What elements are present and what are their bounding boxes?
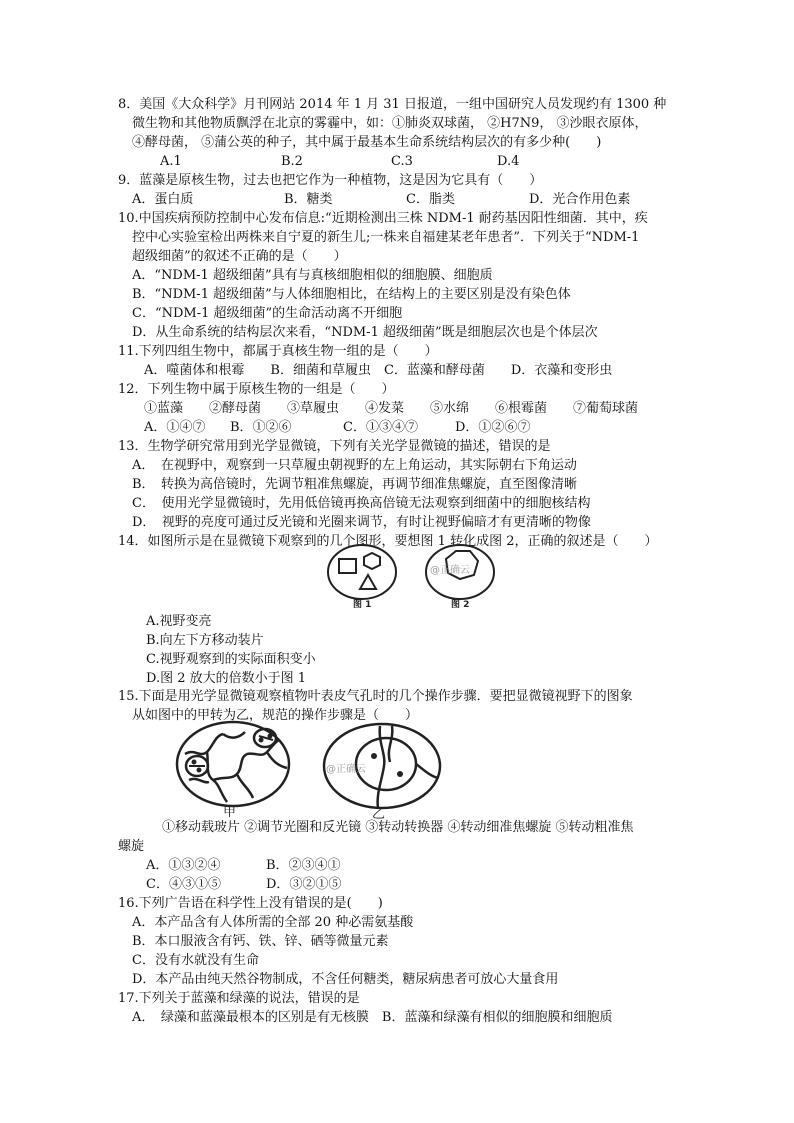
q16-option-d: D．本产品由纯天然谷物制成，不含任何糖类，糖尿病患者可放心大量食用 — [132, 972, 559, 987]
q10-option-c: C．“NDM-1 超级细菌”的生命活动离不开细胞 — [132, 306, 403, 321]
q14-option-d: D.图 2 放大的倍数小于图 1 — [146, 671, 307, 686]
q15-option-a: A．①③②④ — [146, 858, 221, 873]
q11-stem: 11.下列四组生物中，都属于真核生物一组的是（ ） — [118, 344, 438, 359]
triangle-shape — [360, 575, 376, 589]
stoma-shape-left — [186, 756, 208, 776]
q16-option-c: C．没有水就没有生命 — [132, 953, 259, 968]
q13-option-d: D． 视野的亮度可通过反光镜和光圈来调节，有时让视野偏暗才有更清晰的物像 — [132, 515, 591, 530]
yi-label: 乙 — [372, 807, 386, 822]
q15-option-c: C．④③①⑤ — [146, 877, 221, 892]
stoma-shape-right — [254, 729, 276, 747]
q9-option-d: D．光合作用色素 — [529, 192, 631, 207]
q16-stem: 16.下列广告语在科学性上没有错误的是( ) — [118, 896, 383, 911]
watermark-text: @正确云 — [326, 764, 366, 775]
q8-option-c: C.3 — [391, 154, 413, 169]
q12-stem: 12．下列生物中属于原核生物的一组是（ ） — [118, 382, 395, 397]
q12-option-b: B．①②⑥ — [230, 420, 292, 435]
q10-option-a: A．“NDM-1 超级细菌”具有与真核细胞相似的细胞膜、细胞质 — [132, 268, 493, 283]
q9-option-c: C．脂类 — [406, 192, 455, 207]
q8-stem-line3: ④酵母菌， ⑤蒲公英的种子，其中属于最基本生命系统结构层次的有多少种( ) — [132, 135, 602, 150]
q13-option-b: B． 转换为高倍镜时，先调节粗准焦螺旋，再调节细准焦螺旋，直至图像清晰 — [132, 477, 578, 492]
q11-options: A．噬菌体和根霉 B．细菌和草履虫 C．蓝藻和酵母菌 D．衣藻和变形虫 — [144, 363, 613, 378]
watermark-text: @正确云 — [430, 565, 470, 576]
q14-option-a: A.视野变亮 — [146, 614, 212, 629]
q9-option-a: A．蛋白质 — [132, 192, 194, 207]
q14-option-b: B.向左下方移动装片 — [146, 633, 264, 648]
figure-1-label: 图 1 — [353, 600, 372, 609]
q14-option-c: C.视野观察到的实际面积变小 — [146, 652, 316, 667]
q16-option-a: A．本产品含有人体所需的全部 20 种必需氨基酸 — [132, 915, 414, 930]
q15-stem-line2: 从如图中的甲转为乙，规范的操作步骤是（ ） — [132, 708, 419, 723]
q10-stem-line2: 控中心实验室检出两株来自宁夏的新生儿;一株来自福建某老年患者”．下列关于“NDM-1 — [132, 230, 640, 245]
q15-figure-jia — [175, 718, 295, 818]
q15-steps-line1: ①移动载玻片 ②调节光圈和反光镜 ③转动转换器 ④转动细准焦螺旋 ⑤转动粗准焦 — [162, 820, 634, 835]
jia-label: 甲 — [223, 805, 237, 818]
q15-steps-line2: 螺旋 — [118, 839, 145, 854]
q10-option-d: D．从生命系统的结构层次来看，“NDM-1 超级细菌”既是细胞层次也是个体层次 — [132, 325, 598, 340]
q8-option-d: D.4 — [497, 154, 520, 169]
q13-option-a: A． 在视野中，观察到一只草履虫朝视野的左上角运动，其实际朝右下角运动 — [132, 458, 577, 473]
q16-option-b: B．本口服液含有钙、铁、锌、硒等微量元素 — [132, 934, 389, 949]
q10-stem-line3: 超级细菌”的叙述不正确的是（ ） — [132, 249, 347, 264]
q8-option-b: B.2 — [281, 154, 303, 169]
q14-figure-2 — [424, 543, 496, 609]
q14-stem: 14．如图所示是在显微镜下观察到的几个图形，要想图 1 转化成图 2，正确的叙述是（ ） — [118, 534, 658, 549]
q15-stem-line1: 15.下面是用光学显微镜观察植物叶表皮气孔时的几个操作步骤．要把显微镜视野下的图象 — [118, 689, 633, 704]
q15-option-b: B．②③④① — [266, 858, 341, 873]
q14-figure-1 — [326, 543, 398, 609]
q12-option-d: D．①②⑥⑦ — [455, 420, 531, 435]
q8-stem-line2: 微生物和其他物质飘浮在北京的雾霾中，如：①肺炎双球菌， ②H7N9， ③沙眼衣原体， — [132, 116, 648, 131]
square-shape — [339, 559, 356, 573]
q13-stem: 13．生物学研究常用到光学显微镜，下列有关光学显微镜的描述，错误的是 — [118, 439, 551, 454]
q8-stem-line1: 8．美国《大众科学》月刊网站 2014 年 1 月 31 日报道，一组中国研究人员发现约有 1300 种 — [118, 97, 667, 112]
hexagon-shape — [364, 553, 380, 569]
figure-2-label: 图 2 — [451, 600, 470, 609]
q9-stem: 9．蓝藻是原核生物，过去也把它作为一种植物，这是因为它具有（ ） — [118, 173, 543, 188]
q15-figure-yi — [320, 718, 445, 822]
q9-option-b: B．糖类 — [284, 192, 333, 207]
q17-options-ab: A． 绿藻和蓝藻最根本的区别是有无核膜 B．蓝藻和绿藻有相似的细胞膜和细胞质 — [132, 1010, 613, 1025]
q12-items: ①蓝藻 ②酵母菌 ③草履虫 ④发菜 ⑤水绵 ⑥根霉菌 ⑦葡萄球菌 — [144, 401, 639, 416]
q10-option-b: B．“NDM-1 超级细菌”与人体细胞相比，在结构上的主要区别是没有染色体 — [132, 287, 571, 302]
q12-option-a: A．①④⑦ — [144, 420, 206, 435]
q13-option-c: C． 使用光学显微镜时，先用低倍镜再换高倍镜无法观察到细菌中的细胞核结构 — [132, 496, 591, 511]
q17-stem: 17.下列关于蓝藻和绿藻的说法，错误的是 — [118, 991, 360, 1006]
q15-option-d: D．③②①⑤ — [266, 877, 342, 892]
q10-stem-line1: 10.中国疾病预防控制中心发布信息:“近期检测出三株 NDM-1 耐药基因阳性细菌．其中，疾 — [118, 211, 648, 226]
q8-option-a: A.1 — [160, 154, 182, 169]
q12-option-c: C．①③④⑦ — [343, 420, 418, 435]
